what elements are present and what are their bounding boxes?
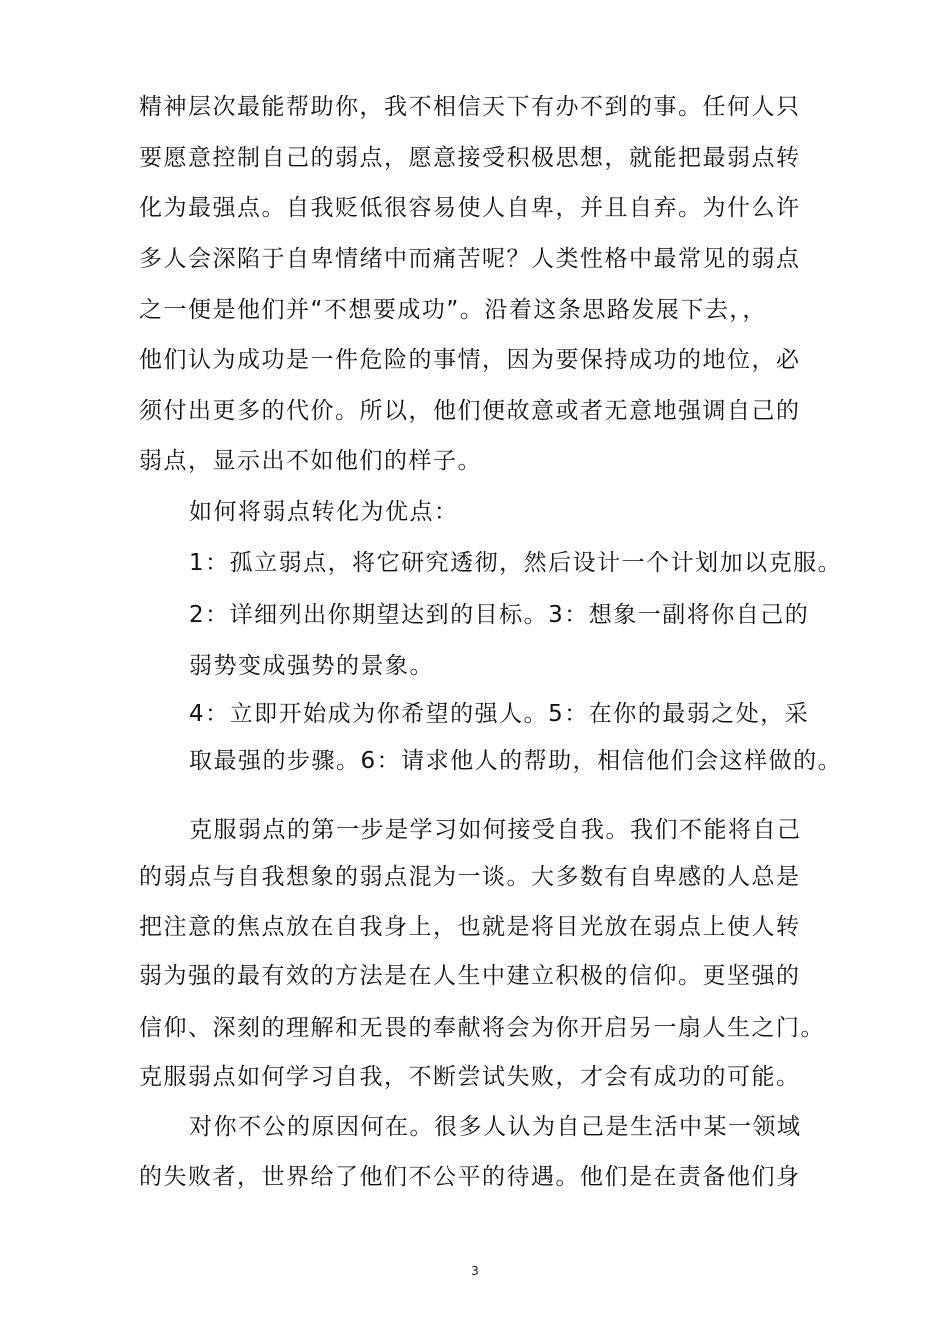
paragraph-line: 对你不公的原因何在。很多人认为自己是生活中某一领域 (189, 1114, 802, 1140)
paragraph-line: 他们认为成功是一件危险的事情，因为要保持成功的地位，必 (139, 347, 801, 373)
list-item: 4：立即开始成为你希望的强人。5：在你的最弱之处，采 (189, 701, 810, 727)
paragraph-line: 弱为强的最有效的方法是在人生中建立积极的信仰。更坚强的 (139, 963, 801, 989)
paragraph-line: 弱点，显示出不如他们的样子。 (139, 448, 482, 474)
paragraph-line: 须付出更多的代价。所以，他们便故意或者无意地强调自己的 (139, 398, 801, 424)
paragraph-line: 精神层次最能帮助你，我不相信天下有办不到的事。任何人只 (139, 94, 801, 120)
section-heading: 如何将弱点转化为优点： (189, 499, 459, 525)
paragraph-line: 的失败者，世界给了他们不公平的待遇。他们是在责备他们身 (139, 1164, 801, 1190)
list-item: 1：孤立弱点，将它研究透彻，然后设计一个计划加以克服。 (189, 550, 843, 576)
paragraph-line: 多人会深陷于自卑情绪中而痛苦呢？人类性格中最常见的弱点 (139, 246, 801, 272)
paragraph-line: 克服弱点的第一步是学习如何接受自我。我们不能将自己 (189, 817, 802, 843)
list-item: 2：详细列出你期望达到的目标。3：想象一副将你自己的 (189, 602, 810, 628)
paragraph-line: 把注意的焦点放在自我身上，也就是将目光放在弱点上使人转 (139, 914, 801, 940)
list-item: 弱势变成强势的景象。 (189, 653, 434, 679)
paragraph-line: 克服弱点如何学习自我，不断尝试失败，才会有成功的可能。 (139, 1064, 801, 1090)
paragraph-line: 信仰、深刻的理解和无畏的奉献将会为你开启另一扇人生之门。 (139, 1015, 825, 1041)
paragraph-line: 之一便是他们并“不想要成功”。沿着这条思路发展下去，， (139, 297, 767, 323)
page-number: 3 (471, 1264, 479, 1278)
paragraph-line: 要愿意控制自己的弱点，愿意接受积极思想，就能把最弱点转 (139, 145, 801, 171)
paragraph-line: 化为最强点。自我贬低很容易使人自卑，并且自弃。为什么许 (139, 195, 801, 221)
paragraph-line: 的弱点与自我想象的弱点混为一谈。大多数有自卑感的人总是 (139, 864, 801, 890)
list-item: 取最强的步骤。6：请求他人的帮助，相信他们会这样做的。 (189, 748, 843, 774)
